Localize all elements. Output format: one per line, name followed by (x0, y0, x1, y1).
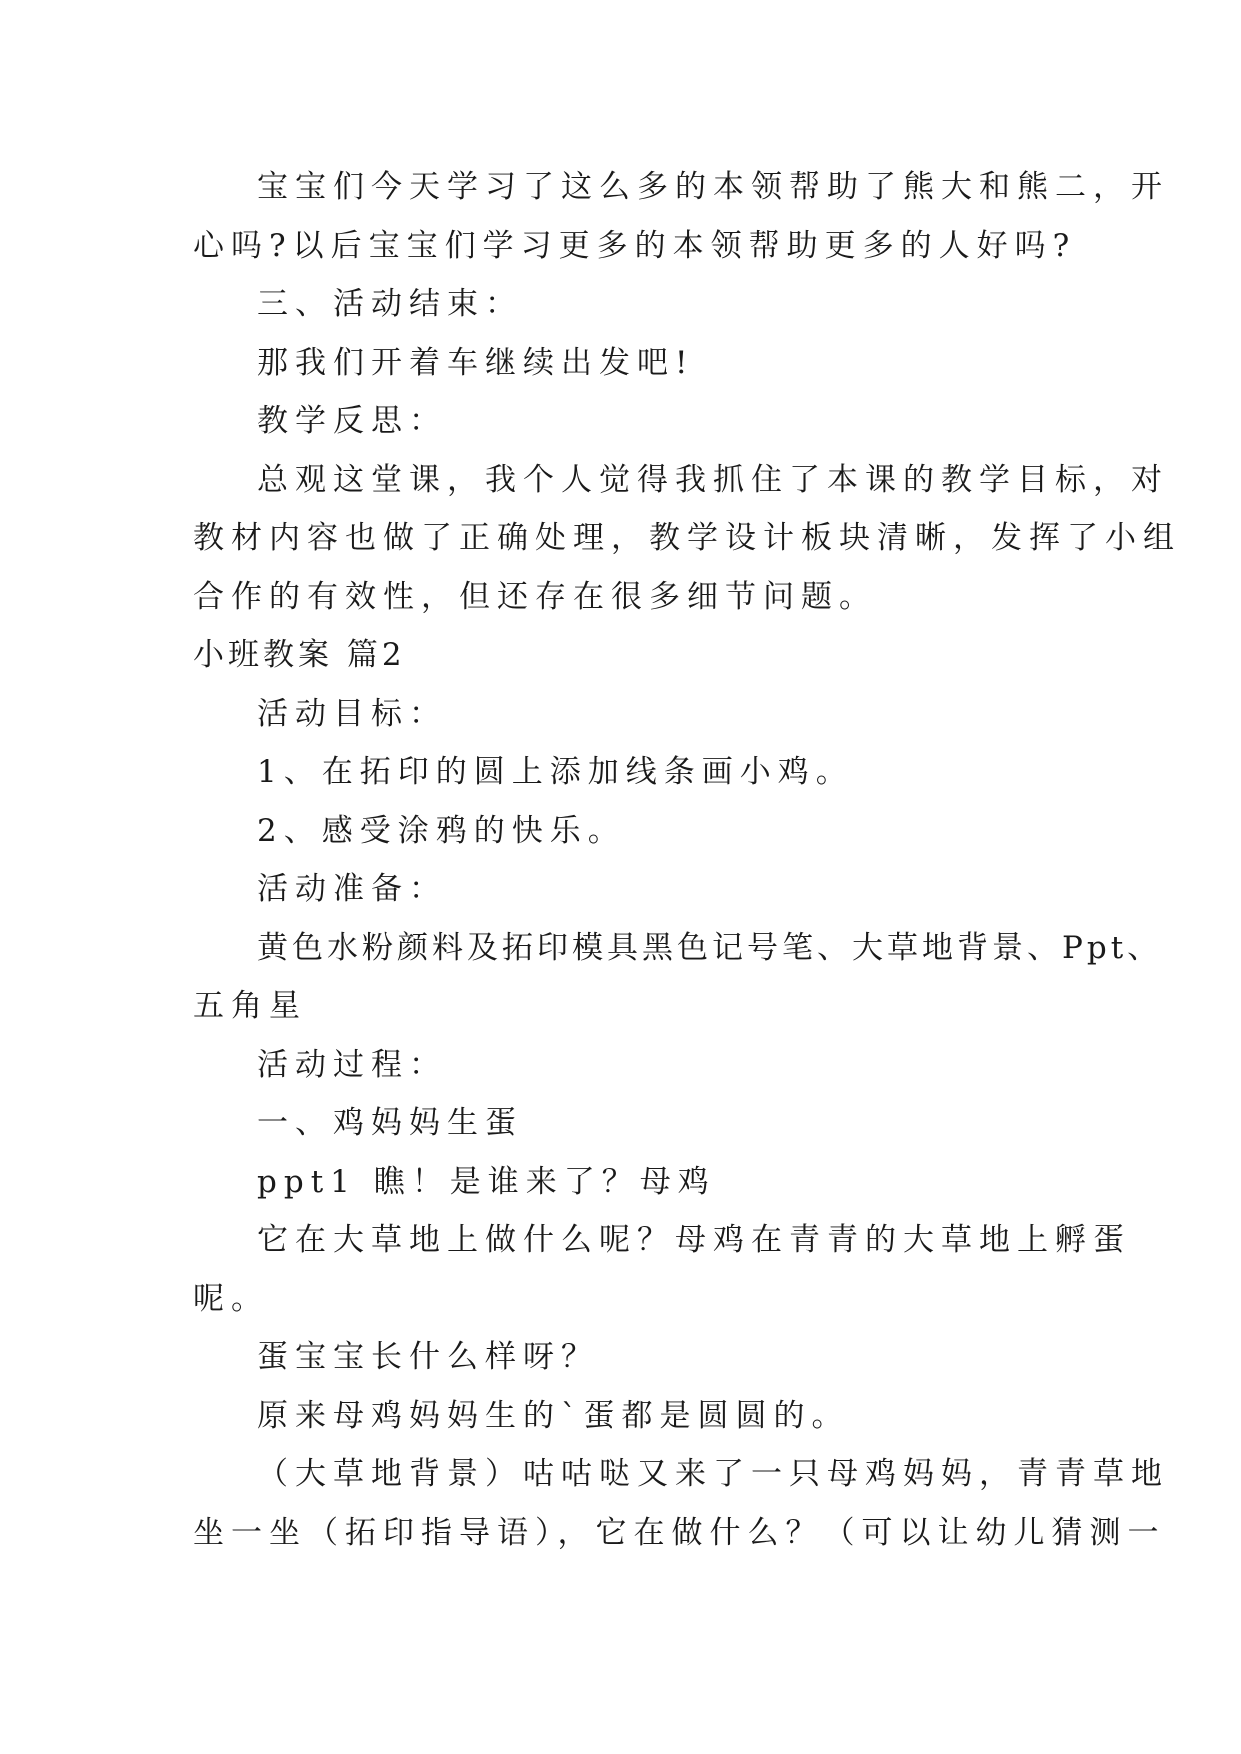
list-item: 2、感受涂鸦的快乐。 (257, 812, 626, 849)
paragraph-line: 总观这堂课，我个人觉得我抓住了本课的教学目标，对 (257, 461, 1169, 498)
paragraph-line: （大草地背景）咕咕哒又来了一只母鸡妈妈，青青草地 (257, 1456, 1169, 1492)
paragraph-line: 原来母鸡妈妈生的`蛋都是圆圆的。 (257, 1397, 850, 1434)
paragraph-line: 黄色水粉颜料及拓印模具黑色记号笔、大草地背景、Ppt、 (257, 929, 1163, 966)
document-page (193, 158, 1181, 1562)
paragraph-line: 那我们开着车继续出发吧! (257, 344, 695, 381)
paragraph-line: 五角星 (193, 988, 307, 1024)
paragraph-line: 蛋宝宝长什么样呀？ (257, 1339, 599, 1375)
section-heading: 活动目标： (257, 695, 447, 732)
section-heading: 活动过程： (257, 1046, 447, 1083)
paragraph-line: ppt1 瞧！是谁来了？母鸡 (257, 1163, 716, 1200)
paragraph-line: 心吗?以后宝宝们学习更多的本领帮助更多的人好吗? (193, 227, 1077, 264)
paragraph-line: 宝宝们今天学习了这么多的本领帮助了熊大和熊二，开 (257, 169, 1169, 205)
paragraph-line: 合作的有效性，但还存在很多细节问题。 (193, 578, 877, 615)
section-heading: 教学反思： (257, 403, 447, 439)
paragraph-line: 教材内容也做了正确处理，教学设计板块清晰，发挥了小组 (193, 520, 1181, 556)
article-title: 小班教案 篇2 (193, 637, 406, 673)
section-heading: 三、活动结束： (257, 286, 523, 322)
paragraph-line: 呢。 (193, 1280, 269, 1317)
paragraph-line: 它在大草地上做什么呢？母鸡在青青的大草地上孵蛋 (257, 1222, 1131, 1258)
paragraph-line: 坐一坐（拓印指导语），它在做什么？（可以让幼儿猜测一 (193, 1514, 1166, 1551)
section-heading: 活动准备： (257, 871, 447, 907)
section-heading: 一、鸡妈妈生蛋 (257, 1105, 523, 1141)
list-item: 1、在拓印的圆上添加线条画小鸡。 (257, 754, 854, 790)
